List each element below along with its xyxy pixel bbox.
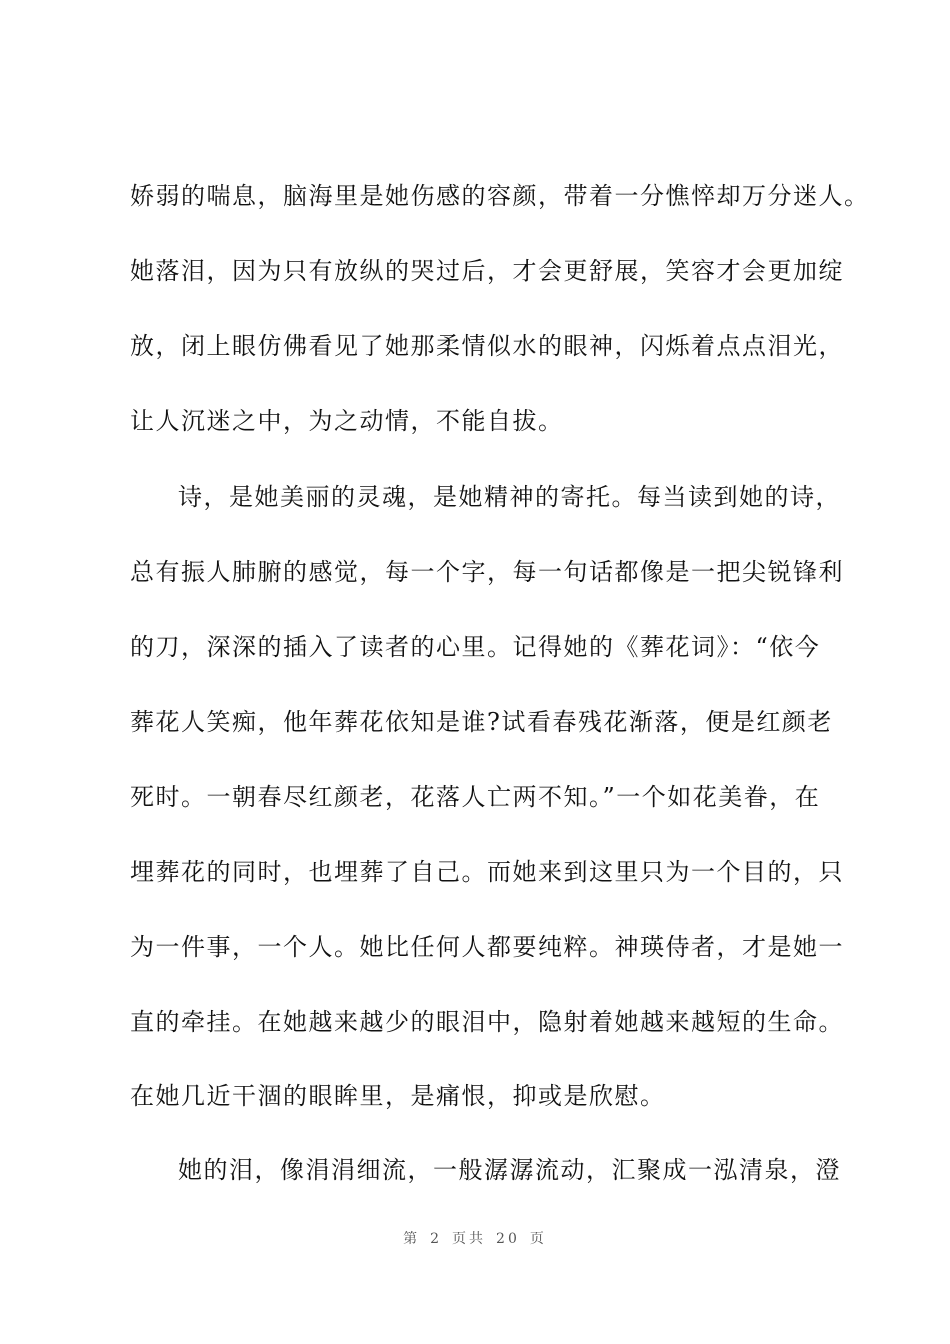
paragraph-first-line: 她的泪，像涓涓细流，一般潺潺流动，汇聚成一泓清泉，澄 [178, 1156, 841, 1184]
text-line: 让人沉迷之中，为之动情，不能自拔。 [130, 407, 564, 435]
text-line: 葬花人笑痴，他年葬花依知是谁?试看春残花渐落，便是红颜老 [130, 708, 833, 736]
text-line: 直的牵挂。在她越来越少的眼泪中，隐射着她越来越短的生命。 [130, 1008, 844, 1036]
text-line: 她落泪，因为只有放纵的哭过后，才会更舒展，笑容才会更加绽 [130, 257, 844, 285]
text-line: 埋葬花的同时，也埋葬了自己。而她来到这里只为一个目的，只 [130, 858, 844, 886]
footer-middle: 页共 [452, 1231, 487, 1247]
footer-prefix: 第 [403, 1231, 421, 1247]
text-line: 放，闭上眼仿佛看见了她那柔情似水的眼神，闪烁着点点泪光， [130, 332, 844, 360]
paragraph-first-line: 诗，是她美丽的灵魂，是她精神的寄托。每当读到她的诗， [178, 483, 841, 511]
page-number: 2 [430, 1231, 443, 1247]
footer-suffix: 页 [529, 1231, 547, 1247]
text-line: 娇弱的喘息，脑海里是她伤感的容颜，带着一分憔悴却万分迷人。 [130, 182, 870, 210]
text-line: 为一件事，一个人。她比任何人都要纯粹。神瑛侍者，才是她一 [130, 933, 844, 961]
page-footer [0, 1228, 950, 1248]
text-line: 总有振人肺腑的感觉，每一个字，每一句话都像是一把尖锐锋利 [130, 558, 844, 586]
text-line: 的刀，深深的插入了读者的心里。记得她的《葬花词》：“依今 [130, 633, 821, 661]
text-line: 在她几近干涸的眼眸里，是痛恨，抑或是欣慰。 [130, 1082, 666, 1110]
page-total: 20 [496, 1231, 520, 1247]
text-line: 死时。一朝春尽红颜老，花落人亡两不知。”一个如花美眷，在 [130, 783, 821, 811]
